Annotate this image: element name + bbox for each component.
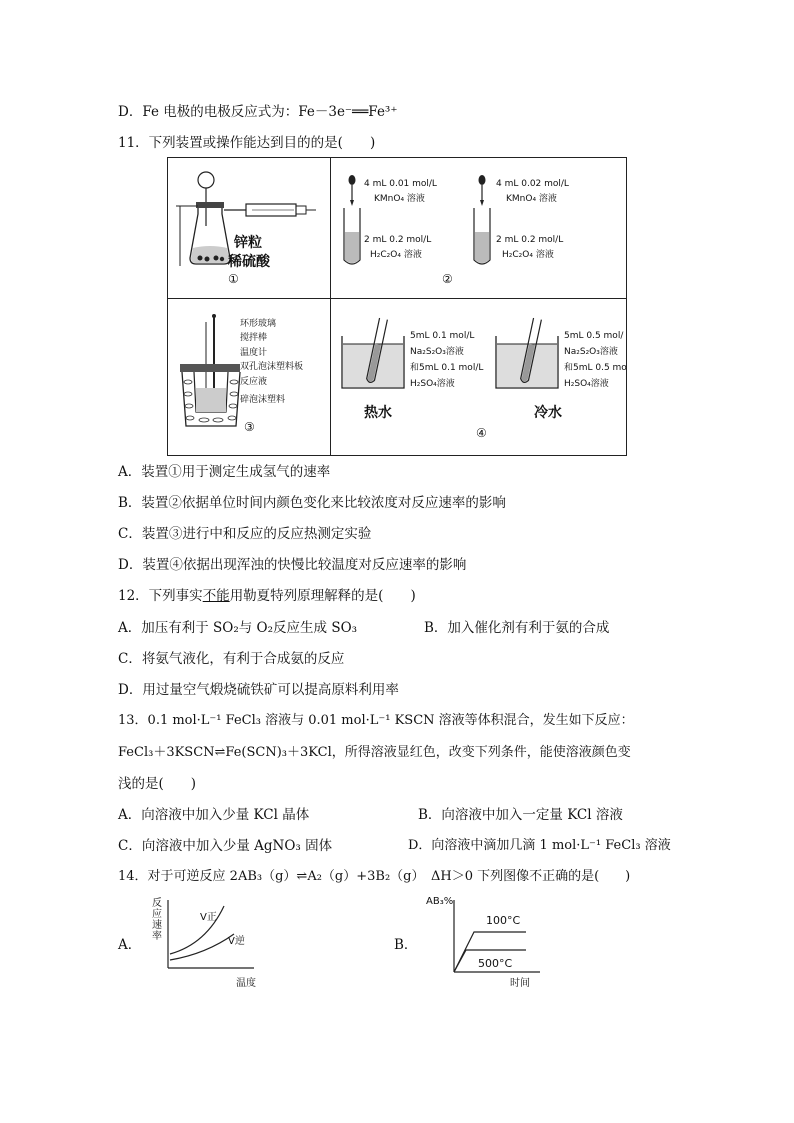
graph-a-ylabel: 反应速率 [152,898,162,942]
q12-stem [118,587,416,605]
q13-stem-line1: 13．0.1 mol·L⁻¹ FeCl₃ 溶液与 0.01 mol·L⁻¹ KSCN 溶液等体积混合，发生如下反应： [118,713,634,728]
grid-horizontal-divider [168,298,626,299]
q11-option-b: B．装置②依据单位时间内颜色变化来比较浓度对反应速率的影响 [118,495,506,511]
fig2-right-top2: KMnO₄ 溶液 [506,194,557,204]
q14-graph-a-label: A． [118,937,142,953]
fig3-label-2: 搅拌棒 [240,333,268,343]
fig4-left-3: 和5mL 0.1 mol/L [410,363,484,373]
q12-stem-pre: 12．下列事实 [118,588,203,604]
q13-option-d: D．向溶液中滴加几滴 1 mol·L⁻¹ FeCl₃ 溶液 [408,838,671,853]
fig1-label-zinc: 锌粒 [234,235,262,251]
graph-a-curve1-label: V正 [200,912,217,923]
fig2-left-top1: 4 mL 0.01 mol/L [364,179,437,189]
fig2-left-top2: KMnO₄ 溶液 [374,194,425,204]
q12-option-a: A．加压有利于 SO₂与 O₂反应生成 SO₃ [118,620,358,636]
q14-graph-b-label: B． [394,937,418,953]
q12-option-c: C．将氨气液化，有利于合成氨的反应 [118,651,345,667]
graph-b-ylabel: AB₃% [426,896,454,907]
fig2-right-bot2: H₂C₂O₄ 溶液 [502,250,554,260]
q13-stem-line3: 浅的是( ) [118,776,197,792]
fig2-left-bot1: 2 mL 0.2 mol/L [364,235,432,245]
fig1-number: ① [228,272,239,286]
fig4-right-3: 和5mL 0.5 mo [564,363,627,373]
q12-option-b: B．加入催化剂有利于氨的合成 [424,620,610,636]
q13-option-a: A．向溶液中加入少量 KCl 晶体 [118,807,310,823]
fig2-left-bot2: H₂C₂O₄ 溶液 [370,250,422,260]
q11-option-d: D．装置④依据出现浑浊的快慢比较温度对反应速率的影响 [118,557,467,573]
fig3-number: ③ [244,420,255,434]
graph-a-xlabel: 温度 [236,978,256,989]
fig4-left-2: Na₂S₂O₃溶液 [410,347,464,357]
q11-stem: 11．下列装置或操作能达到目的的是( ) [118,135,376,151]
fig4-right-1: 5mL 0.5 mol/ [564,331,624,341]
q13-option-b: B．向溶液中加入一定量 KCl 溶液 [418,807,623,823]
fig4-number: ④ [476,426,487,440]
fig3-label-6: 碎泡沫塑料 [240,395,286,405]
fig2-right-bot1: 2 mL 0.2 mol/L [496,235,564,245]
fig3-label-1: 环形玻璃 [240,319,277,329]
q12-stem-underlined: 不能 [202,588,230,604]
q11-option-a: A．装置①用于测定生成氢气的速率 [118,464,331,480]
fig4-left-4: H₂SO₄溶液 [410,379,455,389]
graph-b-curve1-label: 100°C [486,914,521,927]
graph-a-curve2-label: V逆 [228,936,245,947]
q14-graph-a [146,896,276,996]
fig3-label-5: 反应液 [240,377,268,387]
q10-option-d: D．Fe 电极的电极反应式为：Fe－3e⁻══Fe³⁺ [118,104,398,120]
graph-b-curve2-label: 500°C [478,957,513,970]
fig3-label-3: 温度计 [240,348,268,358]
q12-stem-post: 用勒夏特列原理解释的是( ) [229,588,416,604]
graph-b-xlabel: 时间 [510,978,530,989]
fig2-right-top1: 4 mL 0.02 mol/L [496,179,569,189]
fig2-number: ② [442,272,453,286]
q14-stem: 14．对于可逆反应 2AB₃（g）⇌A₂（g）+3B₂（g） ΔH＞0 下列图像不正确的是( ) [118,869,631,884]
fig4-left-1: 5mL 0.1 mol/L [410,331,475,341]
q13-stem-line2: FeCl₃＋3KSCN⇌Fe(SCN)₃＋3KCl，所得溶液显红色，改变下列条件，能使溶液颜色变 [118,745,631,760]
q13-option-c: C．向溶液中加入少量 AgNO₃ 固体 [118,838,333,854]
fig1-label-acid: 稀硫酸 [228,254,270,270]
grid-vertical-divider [330,158,331,455]
graph-a-reverse-curve [170,934,234,960]
fig4-cold-label: 冷水 [534,405,562,421]
q11-figure-grid [167,157,627,456]
fig4-right-4: H₂SO₄溶液 [564,379,609,389]
q14-graph-b [440,896,550,986]
fig3-calorimeter-drawing [174,312,244,432]
q12-option-d: D．用过量空气煅烧硫铁矿可以提高原料利用率 [118,682,399,698]
fig4-right-2: Na₂S₂O₃溶液 [564,347,618,357]
fig4-hot-label: 热水 [364,405,392,421]
fig3-label-4: 双孔泡沫塑料板 [240,362,304,372]
q11-option-c: C．装置③进行中和反应的反应热测定实验 [118,526,372,542]
